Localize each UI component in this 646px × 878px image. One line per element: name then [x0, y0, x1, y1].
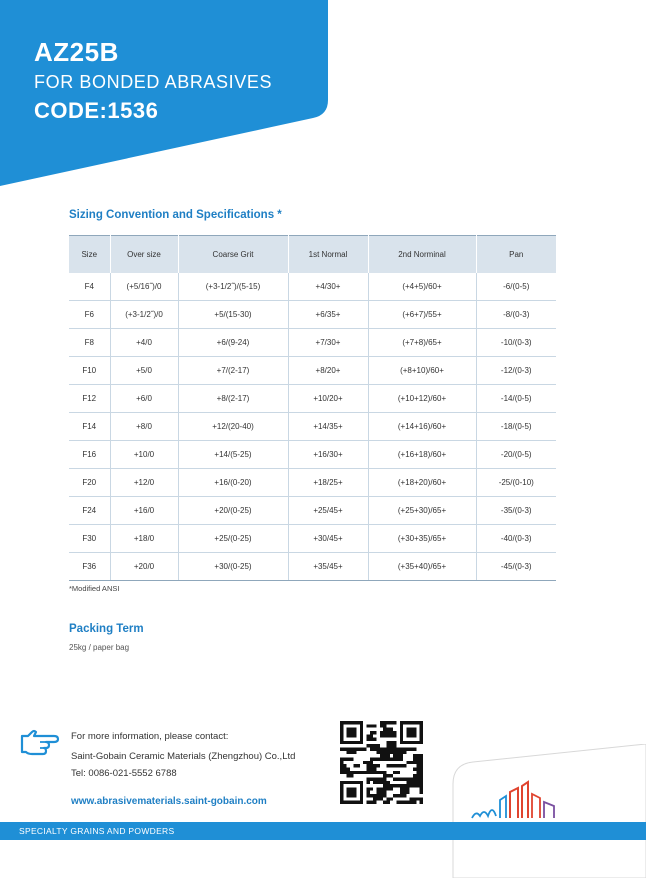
table-cell: F16 [69, 441, 110, 469]
footnote: *Modified ANSI [69, 584, 120, 593]
table-cell: (+30+35)/65+ [368, 525, 476, 553]
sizing-table [69, 235, 556, 581]
table-cell: +7/30+ [288, 329, 368, 357]
table-cell: -20/(0-5) [476, 441, 556, 469]
table-cell: +14/(5-25) [178, 441, 288, 469]
table-cell: +5/(15-30) [178, 301, 288, 329]
table-cell: +7/(2-17) [178, 357, 288, 385]
website-link[interactable]: www.abrasivematerials.saint-gobain.com [71, 796, 267, 807]
table-cell: +6/(9-24) [178, 329, 288, 357]
packing-section-title: Packing Term [69, 623, 144, 635]
product-title: AZ25B [34, 37, 119, 67]
table-row [69, 469, 556, 497]
table-cell: +8/0 [110, 413, 178, 441]
table-row [69, 357, 556, 385]
table-cell: +18/0 [110, 525, 178, 553]
table-cell: (+35+40)/65+ [368, 553, 476, 581]
table-cell: +8/(2-17) [178, 385, 288, 413]
sizing-section-title: Sizing Convention and Specifications * [69, 209, 282, 221]
table-cell: F30 [69, 525, 110, 553]
table-cell: +16/0 [110, 497, 178, 525]
table-cell: F4 [69, 273, 110, 301]
table-cell: -18/(0-5) [476, 413, 556, 441]
header-banner [0, 0, 646, 190]
table-cell: F36 [69, 553, 110, 581]
table-row [69, 301, 556, 329]
column-header: Size [69, 236, 110, 274]
table-cell: -14/(0-5) [476, 385, 556, 413]
table-cell: F24 [69, 497, 110, 525]
table-cell: -25/(0-10) [476, 469, 556, 497]
column-header: Pan [476, 236, 556, 274]
table-cell: (+8+10)/60+ [368, 357, 476, 385]
table-cell: +4/30+ [288, 273, 368, 301]
table-cell: (+4+5)/60+ [368, 273, 476, 301]
table-cell: +14/35+ [288, 413, 368, 441]
product-subtitle: FOR BONDED ABRASIVES [34, 72, 273, 92]
table-cell: +12/(20-40) [178, 413, 288, 441]
table-header-row [69, 236, 556, 274]
table-cell: (+18+20)/60+ [368, 469, 476, 497]
table-cell: +16/(0-20) [178, 469, 288, 497]
table-cell: (+6+7)/55+ [368, 301, 476, 329]
table-cell: +30/45+ [288, 525, 368, 553]
saint-gobain-logo-icon [470, 780, 570, 820]
contact-intro: For more information, please contact: [71, 731, 229, 742]
table-row [69, 553, 556, 581]
table-cell: +8/20+ [288, 357, 368, 385]
table-row [69, 273, 556, 301]
table-cell: F8 [69, 329, 110, 357]
table-cell: +20/0 [110, 553, 178, 581]
table-cell: +6/35+ [288, 301, 368, 329]
column-header: Coarse Grit [178, 236, 288, 274]
table-cell: +10/20+ [288, 385, 368, 413]
table-cell: F20 [69, 469, 110, 497]
table-cell: +6/0 [110, 385, 178, 413]
table-cell: F14 [69, 413, 110, 441]
table-cell: F12 [69, 385, 110, 413]
column-header: 2nd Norminal [368, 236, 476, 274]
table-cell: +25/45+ [288, 497, 368, 525]
pointing-hand-icon [18, 722, 60, 760]
table-cell: +5/0 [110, 357, 178, 385]
table-cell: (+5/16˝)/0 [110, 273, 178, 301]
table-row [69, 497, 556, 525]
table-cell: -35/(0-3) [476, 497, 556, 525]
table-cell: +18/25+ [288, 469, 368, 497]
footer-label: SPECIALTY GRAINS AND POWDERS [19, 826, 175, 836]
table-cell: +35/45+ [288, 553, 368, 581]
contact-company: Saint-Gobain Ceramic Materials (Zhengzhou) Co.,Ltd [71, 751, 296, 762]
table-cell: F10 [69, 357, 110, 385]
table-cell: +20/(0-25) [178, 497, 288, 525]
table-row [69, 413, 556, 441]
column-header: 1st Normal [288, 236, 368, 274]
table-cell: -40/(0-3) [476, 525, 556, 553]
table-row [69, 385, 556, 413]
table-cell: +4/0 [110, 329, 178, 357]
table-cell: -45/(0-3) [476, 553, 556, 581]
table-cell: (+14+16)/60+ [368, 413, 476, 441]
table-cell: -12/(0-3) [476, 357, 556, 385]
column-header: Over size [110, 236, 178, 274]
contact-phone: Tel: 0086-021-5552 6788 [71, 768, 177, 779]
table-cell: (+10+12)/60+ [368, 385, 476, 413]
table-cell: +12/0 [110, 469, 178, 497]
table-cell: (+7+8)/65+ [368, 329, 476, 357]
table-cell: (+3-1/2˝)/0 [110, 301, 178, 329]
table-cell: (+25+30)/65+ [368, 497, 476, 525]
qr-code-icon [340, 720, 423, 805]
packing-text: 25kg / paper bag [69, 643, 130, 652]
table-cell: +10/0 [110, 441, 178, 469]
table-cell: -10/(0-3) [476, 329, 556, 357]
table-row [69, 329, 556, 357]
table-cell: (+3-1/2˝)/(5-15) [178, 273, 288, 301]
table-cell: -8/(0-3) [476, 301, 556, 329]
table-cell: +30/(0-25) [178, 553, 288, 581]
table-cell: (+16+18)/60+ [368, 441, 476, 469]
table-cell: +16/30+ [288, 441, 368, 469]
table-cell: F6 [69, 301, 110, 329]
table-row [69, 441, 556, 469]
table-row [69, 525, 556, 553]
product-code: CODE:1536 [34, 98, 159, 123]
table-cell: -6/(0-5) [476, 273, 556, 301]
table-cell: +25/(0-25) [178, 525, 288, 553]
